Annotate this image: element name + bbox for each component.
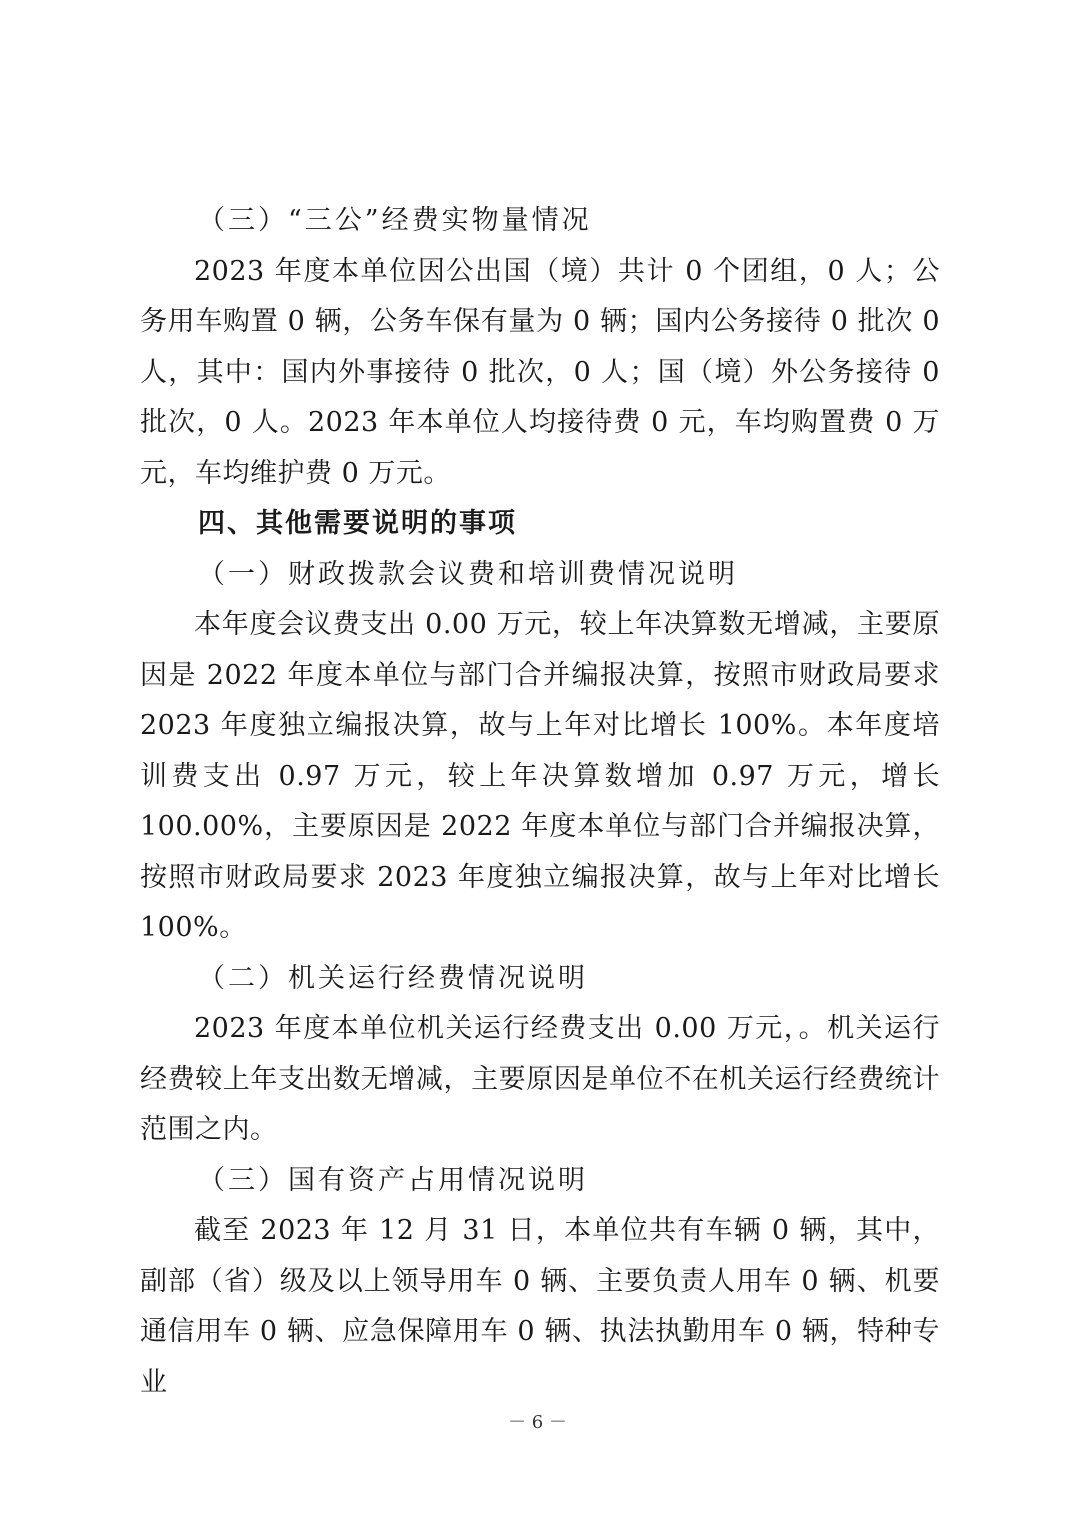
paragraph-state-assets: 截至 2023 年 12 月 31 日，本单位共有车辆 0 辆，其中，副部（省）级及以上领导用车 0 辆、主要负责人用车 0 辆、机要通信用车 0 辆、应急保障用车 0 辆、执法执勤用车 0 辆，特种专业 [140,1215,940,1398]
page-number: － 6 － [508,1412,567,1433]
item-title-meeting-training: （一）财政拨款会议费和培训费情况说明 [198,558,738,590]
document-content [140,196,940,1408]
item-title-state-assets: （三）国有资产占用情况说明 [198,1164,588,1196]
item-title-operating-expenses: （二）机关运行经费情况说明 [198,962,588,994]
paragraph-three-public-quantity: 2023 年度本单位因公出国（境）共计 0 个团组，0 人；公务用车购置 0 辆，公务车保有量为 0 辆；国内公务接待 0 批次 0 人，其中：国内外事接待 0 批次，0 人；国（境）外公务接待 0 批次，0 人。2023 年本单位人均接待费 0 元，车均购置费 0 万元，车均维护费 0 万元。 [140,255,940,489]
paragraph-meeting-training: 本年度会议费支出 0.00 万元，较上年决算数无增减，主要原因是 2022 年度本单位与部门合并编报决算，按照市财政局要求 2023 年度独立编报决算，故与上年对比增长 100%。本年度培训费支出 0.97 万元，较上年决算数增加 0.97 万元，增长 100.00%，主要原因是 2022 年度本单位与部门合并编报决算，按照市财政局要求 2023 年度独立编报决算，故与上年对比增长 100%。 [140,609,940,943]
subsection-title-three-public: （三）“三公”经费实物量情况 [198,205,592,236]
section-title-other-matters: 四、其他需要说明的事项 [198,508,517,539]
paragraph-operating-expenses: 2023 年度本单位机关运行经费支出 0.00 万元，。机关运行经费较上年支出数无增减，主要原因是单位不在机关运行经费统计范围之内。 [140,1013,940,1145]
